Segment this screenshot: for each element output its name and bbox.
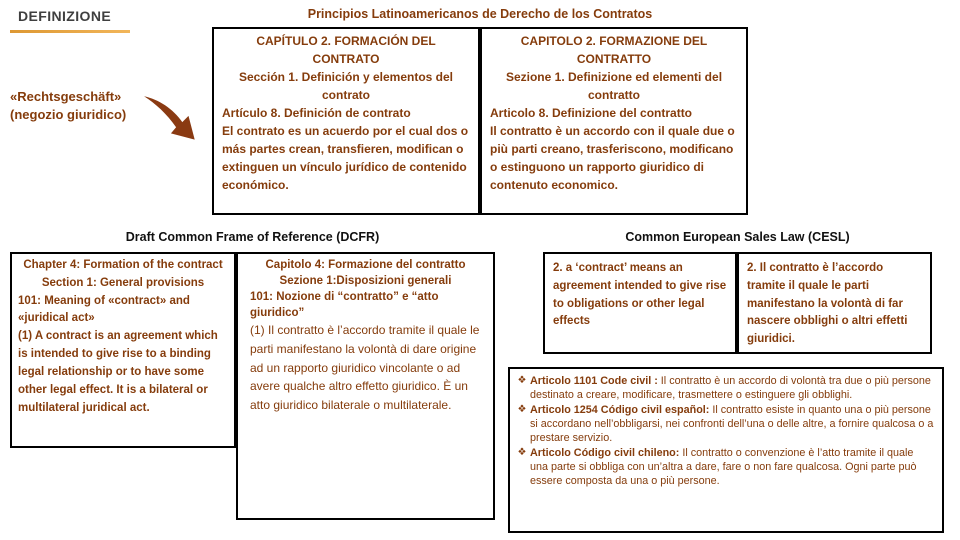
cesl-italian-box [737,252,932,354]
diamond-bullet-icon: ❖ [517,375,527,386]
civil-code-lead: Articolo 1254 Código civil español: [530,404,710,417]
italian-article: Articolo 8. Definizione del contratto [490,106,693,120]
cesl-english-box [543,252,737,354]
civil-code-rest: Il contratto o convenzione è l’atto tramite il quale una parte si obbliga con un’altra a dare, fare o non fare qualcosa. Ogni parte può essere composta da una o più persone. [530,447,917,488]
italian-chapter: CAPITOLO 2. FORMAZIONE DEL CONTRATTO [520,34,708,66]
civil-code-text [530,374,934,402]
civil-code-lead: Articolo Código civil chileno: [530,447,680,460]
dcfr-en-section: Section 1: General provisions [41,276,205,289]
dcfr-en-chapter: Chapter 4: Formation of the contract [23,259,223,271]
civil-code-item [514,374,934,402]
dcfr-en-body: (1) A contract is an agreement which is intended to give rise to a binding legal relationship or to have some other legal effect. It is a bilateral or multilateral juridical act. [18,330,218,414]
latam-header: Principios Latinoamericanos de Derecho de los Contratos [307,7,653,21]
diamond-bullet-icon: ❖ [517,404,527,416]
curved-arrow-icon [142,94,204,146]
cesl-header: Common European Sales Law (CESL) [625,230,850,244]
annotation-line-2: (negozio giuridico) [10,106,127,122]
italian-body: Il contratto è un accordo con il quale due o più parti creano, trasferiscono, modificano o estinguono un rapporto giuridico di contenuto economico. [490,124,735,192]
dcfr-english-box [10,252,236,448]
cesl-it-text: 2. Il contratto è l’accordo tramite il quale le parti manifestano la volontà di far nascere obblighi o altri effetti giuridici. [747,262,908,346]
civil-code-text [530,446,934,488]
dcfr-it-meaning: 101: Nozione di “contratto” e “atto giuridico” [250,291,439,320]
spanish-chapter: CAPÍTULO 2. FORMACIÓN DEL CONTRATO [256,34,436,66]
civil-code-rest: Il contratto esiste in quanto una o più persone si accordano nell’obbligarsi, nei confronti dell’una o delle altre, a fornire qualcosa o a prestare servizio. [530,404,934,445]
dcfr-it-section: Sezione 1:Disposizioni generali [279,275,452,288]
dcfr-italian-box [236,252,495,520]
latam-italian-box [480,27,748,215]
dcfr-en-meaning: 101: Meaning of «contract» and «juridical act» [18,294,190,325]
dcfr-header: Draft Common Frame of Reference (DCFR) [125,230,380,244]
rechtsgeschaeft-annotation [10,88,126,123]
civil-code-lead: Articolo 1101 Code civil : [530,375,658,387]
dcfr-it-chapter: Capitolo 4: Formazione del contratto [265,259,466,271]
spanish-section: Sección 1. Definición y elementos del contrato [238,70,454,102]
civil-code-rest: Il contratto è un accordo di volontà tra due o più persone destinato a creare, modificare, trasmettere o estinguere gli obblighi. [530,375,931,402]
dcfr-it-body: (1) Il contratto è l’accordo tramite il quale le parti manifestano la volontà di dare origine ad un rapporto giuridico vincolante o ad avere qualche altro effetto giuridico. È un atto giuridico bilaterale o multilaterale. [250,323,480,412]
italian-section: Sezione 1. Definizione ed elementi del contratto [505,70,723,102]
latam-spanish-box [212,27,480,215]
diamond-bullet-icon: ❖ [517,447,527,459]
page-title: DEFINIZIONE [18,8,112,24]
civil-codes-box [508,367,944,533]
title-underline [10,30,130,33]
civil-code-text [530,403,934,445]
annotation-line-1: «Rechtsgeschäft» [10,89,122,104]
spanish-body: El contrato es un acuerdo por el cual dos o más partes crean, transfieren, modifican o extinguen un vínculo jurídico de contenido económico. [222,124,469,192]
cesl-en-text: 2. a ‘contract’ means an agreement intended to give rise to obligations or other legal effects [553,262,727,328]
spanish-article: Artículo 8. Definición de contrato [222,106,411,120]
civil-code-item [514,446,934,488]
civil-code-item [514,403,934,445]
